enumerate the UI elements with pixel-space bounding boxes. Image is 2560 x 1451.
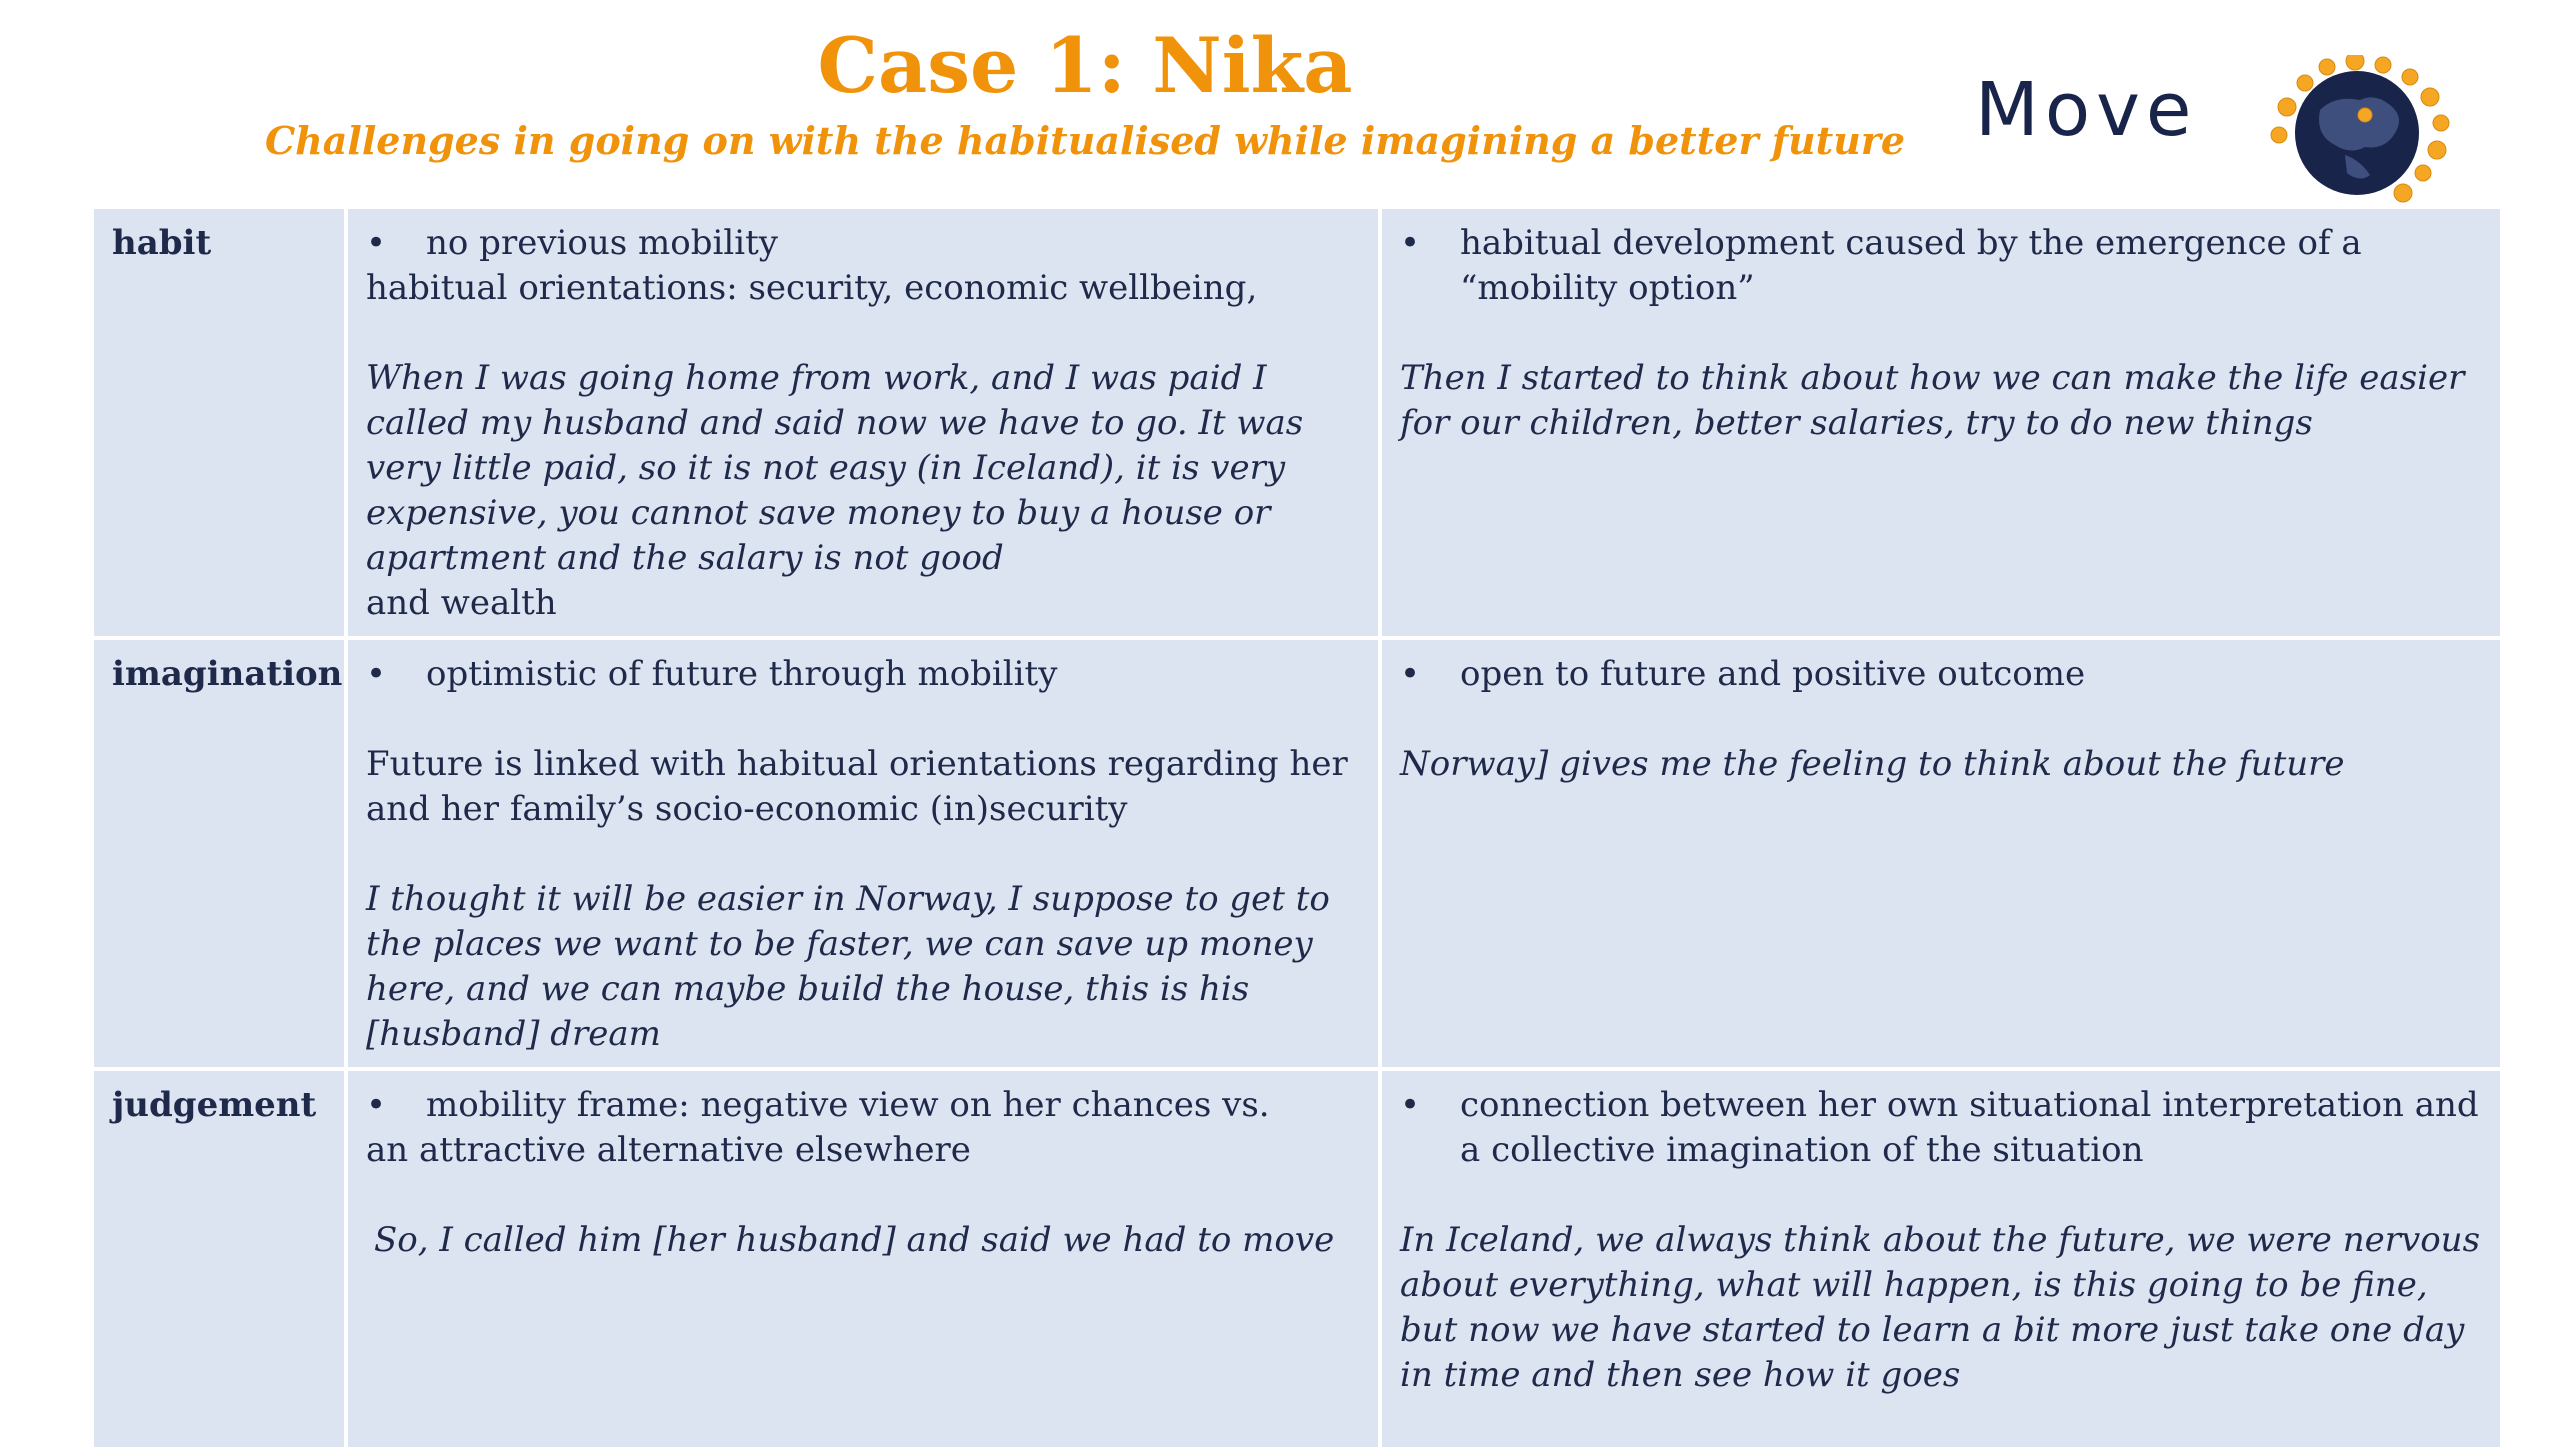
bullet-item: • open to future and positive outcome xyxy=(1400,652,2484,697)
table-row-judgement xyxy=(94,1071,2500,1447)
row-label-habit: habit xyxy=(94,209,344,636)
slide-title: Case 1: Nika xyxy=(817,21,1353,110)
bullet-icon: • xyxy=(1400,223,1421,263)
logo-text: Move xyxy=(1975,67,2198,153)
cell-habit-col2 xyxy=(1382,209,2500,636)
bullet-item: • no previous mobility xyxy=(366,221,1362,266)
bullet-item: • connection between her own situational interpretation and a collective imagination of the situation xyxy=(1400,1083,2484,1173)
row-label-imagination: imagination xyxy=(94,640,344,1067)
bullet-item: • optimistic of future through mobility xyxy=(366,652,1362,697)
case-table xyxy=(90,205,2504,1451)
cell-judgement-col2 xyxy=(1382,1071,2500,1447)
row-label-judgement: judgement xyxy=(94,1071,344,1447)
cell-imagination-col1: • optimistic of future through mobility Future is linked with habitual orientations regarding her and her family’s socio-economic (in)security I thought it will be easier in Norway, I suppose to get to the places we want to be faster, we can save up money here, and we can maybe build the house, this is his [husband] dream xyxy=(348,640,1378,1067)
slide-subtitle: Challenges in going on with the habitualised while imagining a better future xyxy=(264,118,1906,163)
bullet-item: • habitual development caused by the emergence of a “mobility option” xyxy=(1400,221,2484,311)
cell-judgement-col1: • mobility frame: negative view on her chances vs. an attractive alternative elsewhere So, I called him [her husband] and said we had to move xyxy=(348,1071,1378,1447)
quote: When I was going home from work, and I was paid I called my husband and said now we have to go. It was very little paid, so it is not easy (in Iceland), it is very expensive, you cannot save money to buy a house or apartment and the salary is not good xyxy=(366,358,1304,578)
bullet-icon: • xyxy=(366,1085,387,1125)
bullet-icon: • xyxy=(366,223,387,263)
globe-icon xyxy=(2265,55,2455,215)
quote: Norway] gives me the feeling to think about the future xyxy=(1400,744,2345,784)
cell-habit-col1: • no previous mobility habitual orientations: security, economic wellbeing, When I was going home from work, and I was paid I called my husband and said now we have to go. It was very little paid, so it is not easy (in Iceland), it is very expensive, you cannot save money to buy a house or apartment and the salary is not good and wealth xyxy=(348,209,1378,636)
bullet-icon: • xyxy=(1400,1085,1421,1125)
bullet-icon: • xyxy=(366,654,387,694)
quote: So, I called him [her husband] and said we had to move xyxy=(374,1220,1335,1260)
move-logo xyxy=(1975,55,2455,215)
bullet-item: • mobility frame: negative view on her chances vs. xyxy=(366,1083,1362,1128)
table-row-imagination xyxy=(94,640,2500,1067)
table-row-habit xyxy=(94,209,2500,636)
quote: Then I started to think about how we can make the life easier for our children, better salaries, try to do new things xyxy=(1400,358,2465,443)
cell-imagination-col2 xyxy=(1382,640,2500,1067)
quote: I thought it will be easier in Norway, I suppose to get to the places we want to be faster, we can save up money here, and we can maybe build the house, this is his [husband] dream xyxy=(366,879,1330,1054)
bullet-icon: • xyxy=(1400,654,1421,694)
quote: In Iceland, we always think about the future, we were nervous about everything, what will happen, is this going to be fine, but now we have started to learn a bit more just take one day in time and then see how it goes xyxy=(1400,1220,2481,1395)
